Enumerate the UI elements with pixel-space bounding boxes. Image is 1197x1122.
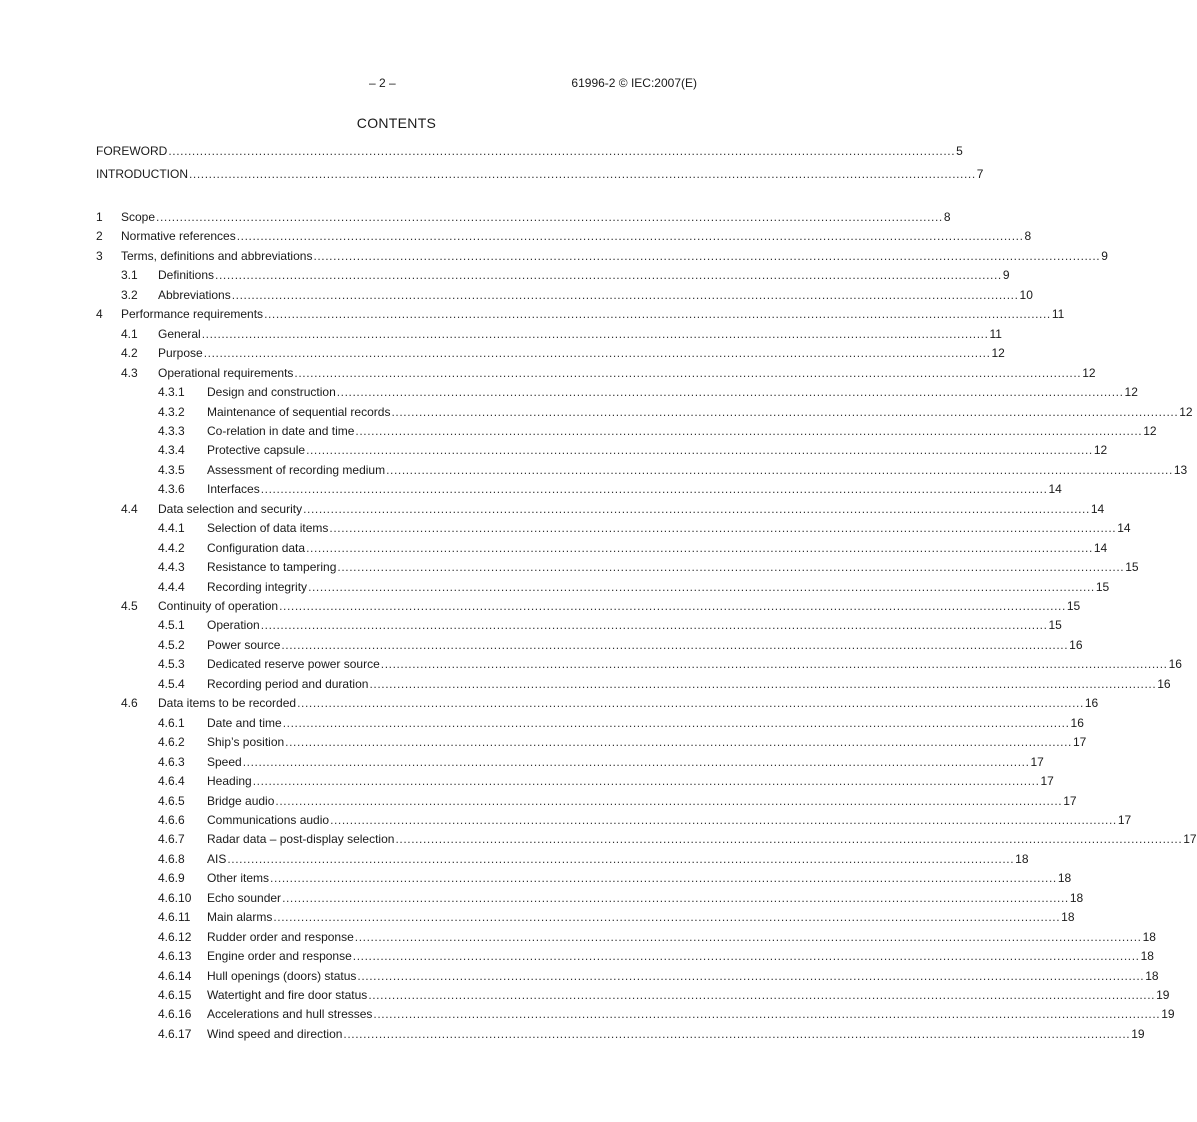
toc-dot-leader: ........................................................................................................................................................................................................	[294, 366, 1082, 380]
toc-dot-leader: ........................................................................................................................................................................................................	[282, 891, 1069, 905]
toc-entry-title: Terms, definitions and abbreviations	[121, 249, 313, 263]
toc-entry-page: 17	[1040, 774, 1054, 788]
toc-dot-leader: ........................................................................................................................................................................................................	[352, 949, 1140, 963]
toc-entry-page: 15	[1095, 580, 1110, 594]
toc-entry[interactable]	[158, 559, 1139, 575]
toc-entry-title: Hull openings (doors) status	[207, 969, 357, 983]
toc-entry-page: 19	[1156, 988, 1170, 1002]
toc-entry-number: 4.6.8	[158, 852, 185, 866]
toc-entry-number: 4.5.1	[158, 618, 185, 632]
toc-dot-leader: ........................................................................................................................................................................................................	[282, 716, 1070, 730]
toc-entry-number: 4.4.4	[158, 580, 185, 594]
toc-entry-number: 4.5.4	[158, 677, 185, 691]
toc-dot-leader: ........................................................................................................................................................................................................	[306, 443, 1093, 457]
toc-entry-title: Continuity of operation	[158, 599, 279, 613]
toc-dot-leader: ........................................................................................................................................................................................................	[215, 268, 1002, 282]
toc-dot-leader: ........................................................................................................................................................................................................	[227, 852, 1015, 866]
toc-entry[interactable]	[158, 987, 1170, 1003]
toc-entry-title: Communications audio	[207, 813, 330, 827]
toc-entry-number: 4.4.3	[158, 560, 185, 574]
toc-entry-page: 17	[1117, 813, 1132, 827]
toc-entry-number: 4.6.10	[158, 891, 192, 905]
toc-entry-title: Assessment of recording medium	[207, 463, 386, 477]
toc-entry-title: Power source	[207, 638, 281, 652]
toc-dot-leader: ........................................................................................................................................................................................................	[391, 405, 1179, 419]
toc-entry[interactable]	[121, 345, 1005, 361]
toc-entry-title: Protective capsule	[207, 443, 306, 457]
toc-entry-title: Echo sounder	[207, 891, 282, 905]
toc-entry-number: 4.6.12	[158, 930, 192, 944]
toc-entry-number: 4.6.13	[158, 949, 192, 963]
toc-entry-title: Recording integrity	[207, 580, 308, 594]
toc-entry-page: 15	[1125, 560, 1139, 574]
toc-dot-leader: ........................................................................................................................................................................................................	[380, 657, 1168, 671]
toc-dot-leader: ........................................................................................................................................................................................................	[355, 424, 1143, 438]
toc-entry-page: 18	[1057, 871, 1072, 885]
toc-entry[interactable]	[158, 773, 1054, 789]
toc-entry-page: 15	[1066, 599, 1081, 613]
toc-entry-title: Normative references	[121, 229, 236, 243]
toc-dot-leader: ........................................................................................................................................................................................................	[189, 167, 976, 181]
toc-entry-page: 12	[1093, 443, 1108, 457]
toc-dot-leader: ........................................................................................................................................................................................................	[252, 774, 1040, 788]
toc-dot-leader: ........................................................................................................................................................................................................	[203, 346, 991, 360]
toc-entry-page: 11	[1051, 307, 1065, 321]
toc-entry-title: Co-relation in date and time	[207, 424, 355, 438]
toc-entry-title: Main alarms	[207, 910, 273, 924]
toc-entry[interactable]	[158, 890, 1084, 906]
toc-entry[interactable]	[158, 793, 1077, 809]
toc-entry-title: Radar data – post-display selection	[207, 832, 395, 846]
toc-entry-number: 4.3.2	[158, 405, 185, 419]
toc-entry-title: Maintenance of sequential records	[207, 405, 391, 419]
toc-entry-page: 12	[1082, 366, 1096, 380]
toc-entry[interactable]	[158, 870, 1072, 886]
toc-entry-title: Rudder order and response	[207, 930, 354, 944]
toc-dot-leader: ........................................................................................................................................................................................................	[373, 1007, 1161, 1021]
toc-entry-page: 18	[1140, 949, 1154, 963]
toc-dot-leader: ........................................................................................................................................................................................................	[156, 210, 943, 224]
toc-entry[interactable]	[158, 520, 1131, 536]
toc-entry-page: 12	[1143, 424, 1157, 438]
toc-entry-page: 17	[1030, 755, 1044, 769]
toc-entry-title: Wind speed and direction	[207, 1027, 343, 1041]
toc-entry-number: 4.2	[121, 346, 138, 360]
toc-entry-title: Operation	[207, 618, 260, 632]
toc-dot-leader: ........................................................................................................................................................................................................	[285, 735, 1072, 749]
toc-entry-title: Configuration data	[207, 541, 306, 555]
toc-entry[interactable]	[158, 462, 1188, 478]
toc-entry[interactable]	[121, 267, 1010, 283]
document-reference: 61996-2 © IEC:2007(E)	[571, 76, 697, 90]
toc-entry-number: 4.6.9	[158, 871, 185, 885]
toc-dot-leader: ........................................................................................................................................................................................................	[236, 229, 1024, 243]
toc-dot-leader: ........................................................................................................................................................................................................	[369, 677, 1157, 691]
toc-entry-number: 4.6.16	[158, 1007, 192, 1021]
toc-entry-number: 3.1	[121, 268, 138, 282]
toc-dot-leader: ........................................................................................................................................................................................................	[330, 813, 1117, 827]
toc-entry-title: Performance requirements	[121, 307, 264, 321]
toc-entry[interactable]	[158, 404, 1193, 420]
toc-entry-title: Other items	[207, 871, 270, 885]
toc-entry-title: Ship’s position	[207, 735, 285, 749]
toc-entry-title: INTRODUCTION	[96, 167, 188, 181]
toc-entry-number: 4.6.15	[158, 988, 192, 1002]
toc-entry-page: 11	[989, 327, 1002, 341]
toc-entry[interactable]	[96, 209, 951, 225]
toc-entry-number: 1	[96, 210, 103, 224]
toc-entry[interactable]	[158, 754, 1044, 770]
toc-entry[interactable]	[96, 306, 1065, 322]
toc-dot-leader: ........................................................................................................................................................................................................	[279, 599, 1066, 613]
toc-entry-number: 4.6	[121, 696, 138, 710]
toc-entry-number: 4.6.17	[158, 1027, 192, 1041]
toc-entry[interactable]	[158, 384, 1138, 400]
toc-entry[interactable]	[96, 248, 1108, 264]
toc-entry-title: Accelerations and hull stresses	[207, 1007, 373, 1021]
toc-entry-page: 16	[1070, 716, 1084, 730]
toc-entry-title: Data items to be recorded	[158, 696, 297, 710]
toc-entry-page: 16	[1069, 638, 1083, 652]
toc-entry-number: 4.6.6	[158, 813, 185, 827]
toc-entry-page: 18	[1142, 930, 1156, 944]
toc-entry-number: 4.6.1	[158, 716, 185, 730]
toc-entry-page: 7	[976, 167, 984, 181]
toc-entry-number: 4.6.11	[158, 910, 191, 924]
toc-dot-leader: ........................................................................................................................................................................................................	[337, 560, 1125, 574]
toc-entry-page: 14	[1117, 521, 1131, 535]
toc-entry-page: 18	[1061, 910, 1075, 924]
toc-entry-page: 9	[1002, 268, 1010, 282]
toc-entry-page: 8	[1024, 229, 1032, 243]
toc-entry-number: 4.6.5	[158, 794, 185, 808]
toc-entry-page: 19	[1131, 1027, 1145, 1041]
toc-dot-leader: ........................................................................................................................................................................................................	[308, 580, 1095, 594]
toc-entry-title: Resistance to tampering	[207, 560, 337, 574]
toc-entry[interactable]	[121, 365, 1096, 381]
toc-entry-title: FOREWORD	[96, 144, 168, 158]
toc-entry-number: 4.4	[121, 502, 138, 516]
toc-entry-number: 4.3.5	[158, 463, 185, 477]
toc-entry-number: 3.2	[121, 288, 138, 302]
toc-entry[interactable]	[158, 540, 1108, 556]
toc-dot-leader: ........................................................................................................................................................................................................	[297, 696, 1084, 710]
toc-entry-title: Engine order and response	[207, 949, 352, 963]
toc-entry-number: 4.6.2	[158, 735, 185, 749]
toc-entry[interactable]	[158, 676, 1171, 692]
toc-entry-title: Operational requirements	[158, 366, 294, 380]
toc-dot-leader: ........................................................................................................................................................................................................	[343, 1027, 1131, 1041]
toc-entry-number: 4.5	[121, 599, 138, 613]
toc-entry-page: 19	[1161, 1007, 1175, 1021]
toc-dot-leader: ........................................................................................................................................................................................................	[260, 482, 1048, 496]
toc-entry-page: 14	[1090, 502, 1105, 516]
toc-entry[interactable]	[158, 948, 1154, 964]
toc-entry-page: 17	[1072, 735, 1087, 749]
toc-dot-leader: ........................................................................................................................................................................................................	[336, 385, 1124, 399]
toc-entry-number: 4.4.1	[158, 521, 185, 535]
page-number: – 2 –	[369, 76, 396, 90]
toc-entry-title: Purpose	[158, 346, 203, 360]
toc-entry-number: 4	[96, 307, 103, 321]
toc-entry-page: 18	[1015, 852, 1029, 866]
toc-dot-leader: ........................................................................................................................................................................................................	[354, 930, 1142, 944]
toc-dot-leader: ........................................................................................................................................................................................................	[281, 638, 1069, 652]
toc-entry-title: Dedicated reserve power source	[207, 657, 380, 671]
toc-entry-title: Scope	[121, 210, 156, 224]
toc-dot-leader: ........................................................................................................................................................................................................	[395, 832, 1183, 846]
toc-entry-page: 15	[1048, 618, 1062, 632]
toc-entry[interactable]	[158, 579, 1110, 595]
contents-title: CONTENTS	[356, 115, 437, 131]
toc-entry-title: Heading	[207, 774, 252, 788]
toc-entry-page: 12	[1124, 385, 1138, 399]
toc-entry-title: Definitions	[158, 268, 215, 282]
toc-entry[interactable]	[158, 812, 1132, 828]
toc-entry-page: 14	[1093, 541, 1108, 555]
toc-entry[interactable]	[158, 929, 1156, 945]
toc-dot-leader: ........................................................................................................................................................................................................	[368, 988, 1156, 1002]
toc-entry-title: General	[158, 327, 201, 341]
toc-entry-page: 18	[1069, 891, 1084, 905]
toc-entry-page: 5	[956, 144, 963, 158]
toc-dot-leader: ........................................................................................................................................................................................................	[168, 144, 956, 158]
toc-dot-leader: ........................................................................................................................................................................................................	[329, 521, 1117, 535]
toc-entry[interactable]	[121, 695, 1099, 711]
toc-entry-title: Recording period and duration	[207, 677, 369, 691]
toc-entry[interactable]	[158, 715, 1084, 731]
toc-entry-page: 18	[1145, 969, 1159, 983]
toc-entry[interactable]	[121, 287, 1033, 303]
toc-entry[interactable]	[121, 501, 1105, 517]
toc-entry-number: 4.3.1	[158, 385, 185, 399]
toc-dot-leader: ........................................................................................................................................................................................................	[313, 249, 1101, 263]
toc-entry-title: Date and time	[207, 716, 282, 730]
toc-dot-leader: ........................................................................................................................................................................................................	[306, 541, 1093, 555]
toc-entry-number: 4.6.7	[158, 832, 185, 846]
toc-entry-title: Data selection and security	[158, 502, 303, 516]
toc-dot-leader: ........................................................................................................................................................................................................	[201, 327, 989, 341]
toc-entry-title: Speed	[207, 755, 242, 769]
toc-entry-page: 8	[943, 210, 951, 224]
toc-dot-leader: ........................................................................................................................................................................................................	[303, 502, 1090, 516]
toc-entry-title: Bridge audio	[207, 794, 275, 808]
toc-entry[interactable]	[121, 598, 1081, 614]
toc-entry-number: 4.6.3	[158, 755, 185, 769]
toc-entry-title: AIS	[207, 852, 227, 866]
toc-dot-leader: ........................................................................................................................................................................................................	[386, 463, 1173, 477]
toc-entry-number: 4.3.6	[158, 482, 185, 496]
toc-entry-page: 17	[1063, 794, 1077, 808]
toc-dot-leader: ........................................................................................................................................................................................................	[275, 794, 1063, 808]
toc-entry-page: 13	[1173, 463, 1188, 477]
toc-entry-number: 4.3.3	[158, 424, 185, 438]
toc-entry-page: 9	[1101, 249, 1108, 263]
toc-entry[interactable]	[158, 734, 1087, 750]
toc-entry[interactable]	[158, 1026, 1145, 1042]
toc-entry-number: 3	[96, 249, 103, 263]
toc-entry-number: 2	[96, 229, 103, 243]
toc-entry[interactable]	[158, 909, 1075, 925]
toc-dot-leader: ........................................................................................................................................................................................................	[273, 910, 1061, 924]
toc-entry-number: 4.3.4	[158, 443, 185, 457]
toc-entry-number: 4.5.2	[158, 638, 185, 652]
toc-entry-number: 4.5.3	[158, 657, 185, 671]
toc-entry[interactable]	[96, 166, 984, 182]
toc-entry-page: 12	[1179, 405, 1193, 419]
toc-entry[interactable]	[158, 442, 1108, 458]
toc-entry-page: 16	[1084, 696, 1099, 710]
toc-entry-page: 10	[1019, 288, 1033, 302]
toc-entry[interactable]	[96, 143, 963, 159]
toc-dot-leader: ........................................................................................................................................................................................................	[264, 307, 1051, 321]
toc-entry[interactable]	[158, 1006, 1175, 1022]
toc-entry-number: 4.1	[121, 327, 138, 341]
toc-entry[interactable]	[121, 326, 1002, 342]
toc-entry-page: 12	[991, 346, 1005, 360]
toc-entry[interactable]	[158, 831, 1197, 847]
toc-entry-title: Watertight and fire door status	[207, 988, 368, 1002]
toc-entry-number: 4.3	[121, 366, 138, 380]
toc-entry-page: 17	[1183, 832, 1197, 846]
toc-dot-leader: ........................................................................................................................................................................................................	[231, 288, 1019, 302]
toc-dot-leader: ........................................................................................................................................................................................................	[242, 755, 1030, 769]
toc-entry[interactable]	[158, 423, 1157, 439]
toc-dot-leader: ........................................................................................................................................................................................................	[260, 618, 1048, 632]
toc-entry-page: 14	[1048, 482, 1062, 496]
toc-entry-page: 16	[1157, 677, 1171, 691]
toc-entry[interactable]	[158, 968, 1159, 984]
toc-entry-title: Design and construction	[207, 385, 336, 399]
toc-dot-leader: ........................................................................................................................................................................................................	[357, 969, 1145, 983]
toc-entry[interactable]	[158, 656, 1182, 672]
toc-entry[interactable]	[158, 481, 1062, 497]
toc-entry-title: Interfaces	[207, 482, 260, 496]
toc-entry-number: 4.4.2	[158, 541, 185, 555]
toc-entry[interactable]	[158, 617, 1062, 633]
toc-entry[interactable]	[96, 228, 1032, 244]
toc-dot-leader: ........................................................................................................................................................................................................	[270, 871, 1057, 885]
toc-entry[interactable]	[158, 851, 1029, 867]
toc-entry-number: 4.6.4	[158, 774, 185, 788]
toc-entry-page: 16	[1168, 657, 1182, 671]
toc-entry-title: Abbreviations	[158, 288, 231, 302]
toc-entry[interactable]	[158, 637, 1083, 653]
toc-entry-title: Selection of data items	[207, 521, 329, 535]
toc-entry-number: 4.6.14	[158, 969, 192, 983]
